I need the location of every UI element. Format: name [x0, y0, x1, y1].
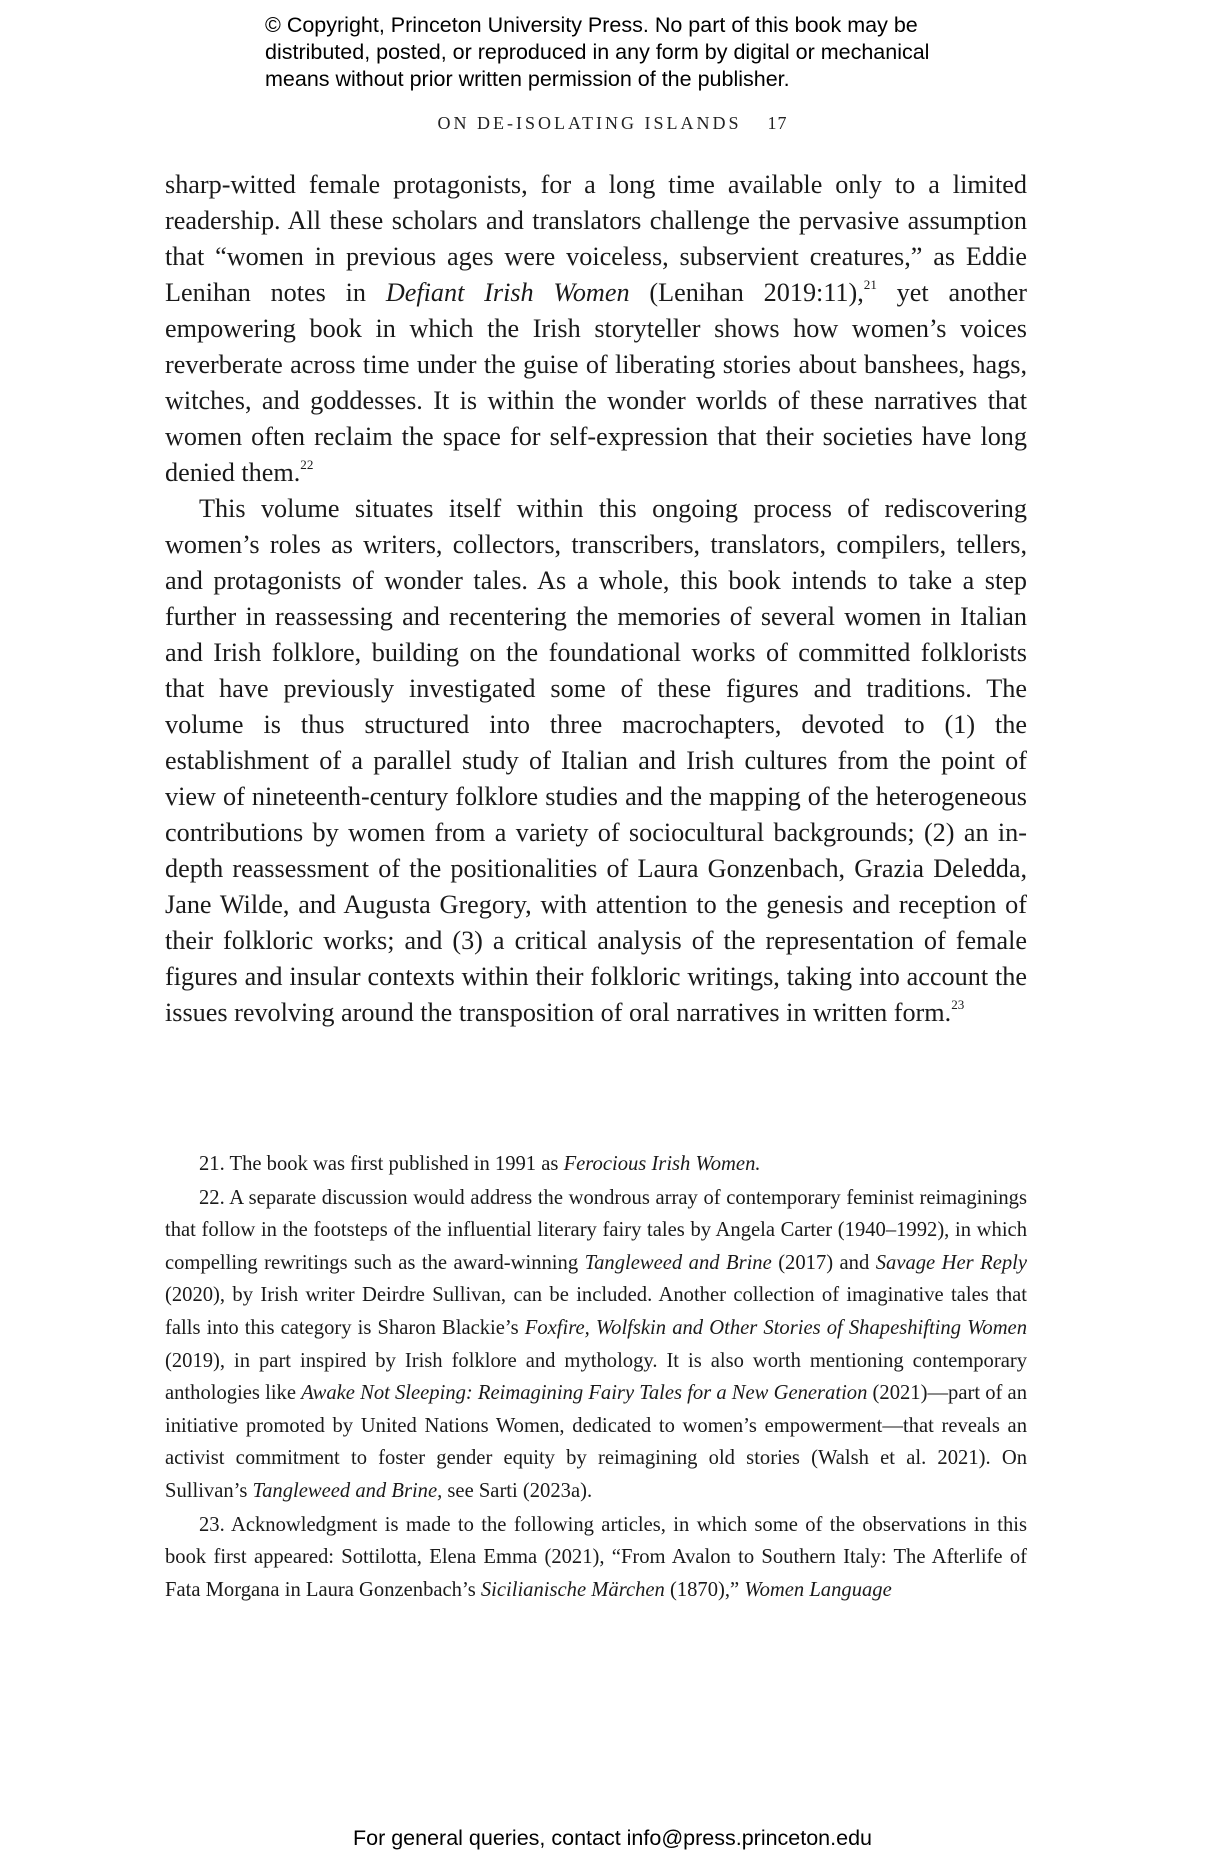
- text-run: (1870),”: [664, 1578, 745, 1601]
- book-title: Sicilianische Märchen: [480, 1578, 665, 1601]
- text-run: see Sarti (2023a).: [442, 1479, 593, 1502]
- book-title: Defiant Irish Women: [385, 278, 630, 307]
- text-run: This volume situates itself within this ongoing process of rediscovering women’s roles as writers, collectors, transcribers, translators, compilers, tellers, and protagonists of wonder tales. As a whole, this book intends to take a step further in reassessing and recentering the memories of several women in Italian and Irish folklore, building on the foundational works of committed folklorists that have previously investigated some of these figures and traditions. The volume is thus structured into three macrochapters, devoted to (1) the establishment of a parallel study of Italian and Irish cultures from the point of view of nineteenth-century folklore studies and the mapping of the heterogeneous contributions by women from a variety of sociocultural backgrounds; (2) an in-depth reassessment of the positionalities of Laura Gonzenbach, Grazia Deledda, Jane Wilde, and Augusta Gregory, with attention to the genesis and reception of their folkloric works; and (3) a critical analysis of the representation of female figures and insular contexts within their folkloric writings, taking into account the issues revolving around the transposition of oral narratives in written form.: [165, 494, 1027, 1027]
- footer-contact: For general queries, contact info@press.princeton.edu: [352, 1826, 872, 1850]
- book-title: Tangleweed and Brine,: [252, 1479, 443, 1502]
- running-head: [0, 113, 1225, 134]
- footnote: [165, 1148, 1027, 1181]
- text-run: (2019), in part inspired by Irish folklore and mythology. It is also worth mentioning contemporary anthologies like: [165, 1349, 1027, 1405]
- book-title: Foxfire, Wolfskin and Other Stories of Shapeshifting Women: [524, 1316, 1027, 1339]
- main-text: [165, 167, 1027, 1031]
- text-run: 23. Acknowledgment is made to the following articles, in which some of the observations in this book first appeared: Sottilotta, Elena Emma (2021), “From Avalon to Southern Italy: The Afterlife of Fata Morgana in Laura Gonzenbach’s: [165, 1513, 1027, 1601]
- footnote-ref: 21: [863, 277, 877, 293]
- text-run: (2017) and: [771, 1251, 876, 1274]
- book-title: Awake Not Sleeping: Reimagining Fairy Tales for a New Generation: [301, 1382, 868, 1405]
- text-run: sharp-witted female protagonists, for a long time available only to a limited readership. All these scholars and translators challenge the pervasive assumption that “women in previous ages were voiceless, subservient creatures,” as Eddie Lenihan notes in: [165, 170, 1027, 307]
- footnote: [165, 1182, 1027, 1508]
- body-paragraph: [165, 491, 1027, 1031]
- running-head-title: ON DE-ISOLATING ISLANDS: [437, 113, 742, 133]
- footnotes: [165, 1148, 1027, 1606]
- book-title: Ferocious Irish Women.: [563, 1153, 761, 1175]
- book-title: Tangleweed and Brine: [584, 1251, 772, 1274]
- copyright-line: distributed, posted, or reproduced in any form by digital or mechanical: [265, 40, 930, 64]
- text-run: 22. A separate discussion would address the wondrous array of contemporary feminist reimaginings that follow in the footsteps of the influential literary fairy tales by Angela Carter (1940–1992), in which compelling rewritings such as the award-winning: [165, 1186, 1027, 1274]
- page-number: 17: [767, 113, 788, 133]
- text-run: 21. The book was first published in 1991 as: [199, 1153, 564, 1175]
- text-run: (2021)—part of an initiative promoted by United Nations Women, dedicated to women’s empowerment—that reveals an activist commitment to foster gender equity by reimagining old stories (Walsh et al. 2021). On Sullivan’s: [165, 1382, 1027, 1502]
- body-paragraph: [165, 167, 1027, 491]
- copyright-line: © Copyright, Princeton University Press. No part of this book may be: [265, 13, 918, 37]
- copyright-line: means without prior written permission of the publisher.: [265, 67, 790, 91]
- footnote-ref: 23: [951, 997, 965, 1013]
- book-title: Women Language: [744, 1578, 892, 1601]
- text-run: (Lenihan 2019:11),: [629, 278, 864, 307]
- footnote: [165, 1509, 1027, 1607]
- text-run: (2020), by Irish writer Deirdre Sullivan, can be included. Another collection of imaginative tales that falls into this category is Sharon Blackie’s: [165, 1284, 1027, 1339]
- footnote-ref: 22: [300, 457, 314, 473]
- book-title: Savage Her Reply: [875, 1251, 1028, 1274]
- text-run: yet another empowering book in which the Irish storyteller shows how women’s voices reverberate across time under the guise of liberating stories about banshees, hags, witches, and goddesses. It is within the wonder worlds of these narratives that women often reclaim the space for self-expression that their societies have long denied them.: [165, 278, 1027, 487]
- copyright-notice: [265, 12, 1025, 93]
